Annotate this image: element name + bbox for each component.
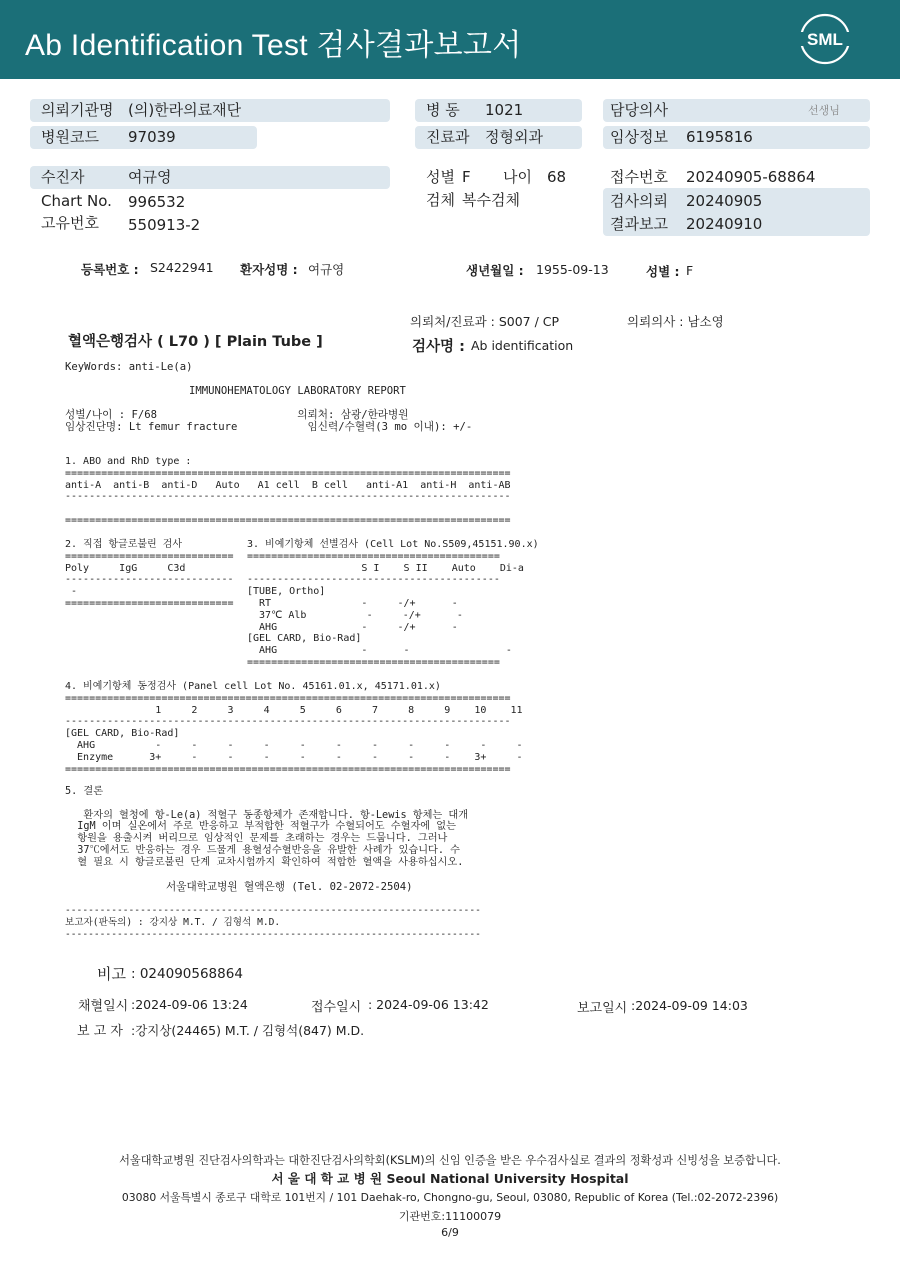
dat-section: 2. 직접 항글로불린 검사 ============================ Poly IgG C3d ---------------------------- - ============================ (65, 539, 234, 609)
reportdt-value: :2024-09-09 14:03 (631, 998, 748, 1013)
unique-value: 550913-2 (128, 216, 201, 234)
accession-label: 접수번호 (610, 168, 668, 186)
hospital-name: 서 울 대 학 교 병 원 Seoul National University Hospital (271, 1171, 629, 1186)
org-label: 의뢰기관명 (41, 101, 114, 119)
ward-value: 1021 (485, 101, 524, 119)
sex-value: F (462, 168, 471, 186)
specimen-value: 복수검체 (462, 191, 520, 209)
reportdt-label: 보고일시 (577, 1001, 628, 1016)
conclusion-section: 5. 결론 환자의 혈청에 항-Le(a) 적혈구 동종항체가 존재합니다. 항-Lewis 항체는 대개 IgM 이며 실온에서 주로 반응하고 부적합한 적혈구가 수혈되어도 수혈자에 없는 항원을 용출시켜 버리므로 임상적인 문제를 초래하는 경우는 드뭅니다. 그러나 37℃에서도 반응하는 경우 드물게 용혈성수혈반응을 유발한 사례가 있습니다. 수 혈 필요 시 항글로불린 단계 교차시험까지 확인하여 적합한 혈액을 사용하십시오. (65, 786, 469, 868)
doctor-suffix: 선생님 (808, 104, 840, 117)
collect-label: 채혈일시 (78, 999, 129, 1014)
dob-label: 생년월일 : (466, 263, 524, 278)
reg-sex-label: 성별 : (646, 264, 680, 279)
receipt-value: : 2024-09-06 13:42 (368, 997, 489, 1012)
physician-line: 의뢰의사 : 남소영 (627, 314, 724, 329)
report-header (0, 0, 900, 79)
sml-logo (798, 12, 852, 66)
chart-value: 996532 (128, 193, 186, 211)
source-line: 의뢰처/진료과 : S007 / CP (410, 314, 560, 329)
dob-value: 1955-09-13 (536, 262, 609, 277)
report-line-1: 성별/나이 : F/68 의뢰처: 삼광/한라병원 (65, 409, 409, 421)
patient-label: 수진자 (41, 168, 85, 186)
test-name-value: Ab identification (471, 338, 574, 353)
patient-value: 여규영 (128, 168, 172, 186)
blood-bank-line: 서울대학교병원 혈액은행 (Tel. 02-2072-2504) (166, 881, 413, 893)
org-value: (의)한라의료재단 (128, 101, 242, 119)
doctor-label: 담당의사 (610, 101, 668, 119)
hospital-address: 03080 서울특별시 종로구 대학로 101번지 / 101 Daehak-ro, Chongno-gu, Seoul, 03080, Republic of Korea (Tel.:02-2072-2396) (121, 1191, 779, 1204)
reporter-label: 보 고 자 (77, 1024, 123, 1039)
reg-sex-value: F (686, 263, 694, 278)
ward-label: 병 동 (426, 101, 460, 119)
collect-value: :2024-09-06 13:24 (131, 997, 248, 1012)
keywords: KeyWords: anti-Le(a) (65, 361, 193, 373)
sex-label: 성별 (426, 168, 455, 186)
request-label: 검사의뢰 (610, 192, 668, 210)
report-date-label: 결과보고 (610, 215, 668, 233)
reporter-section: ------------------------------------------------------------------------ 보고자(판독의) : 강지상 M.T. / 김형석 M.D. ------------------------------------------------------------------------ (65, 905, 481, 940)
reporter-value: :강지상(24465) M.T. / 김형석(847) M.D. (131, 1023, 365, 1038)
test-title: 혈액은행검사 ( L70 ) [ Plain Tube ] (68, 334, 323, 350)
certification-text: 서울대학교병원 진단검사의학과는 대한진단검사의학회(KSLM)의 신임 인증을 받은 우수검사실로 결과의 정확성과 신빙성을 보증합니다. (119, 1154, 781, 1167)
screen-section: 3. 비예기항체 선별검사 (Cell Lot No.S509,45151.90.x) ========================================== S I S II Auto Di-a ------------------------------------------ [TUBE, Ortho] RT - -/+ - 37℃ Alb - -/+ - AHG - -/+ - [GEL CARD, Bio-Rad] AHG - - - ========================================== (247, 539, 539, 668)
specimen-label: 검체 (426, 191, 455, 209)
receipt-label: 접수일시 (311, 1000, 362, 1015)
hosp-code-value: 97039 (128, 128, 176, 146)
name-label: 환자성명 : (240, 262, 298, 277)
reg-value: S2422941 (150, 260, 214, 275)
dept-label: 진료과 (426, 128, 470, 146)
institution-number: 기관번호:11100079 (398, 1210, 502, 1223)
page-number: 6/9 (441, 1226, 459, 1239)
abo-section: 1. ABO and RhD type : ========================================================================== anti-A anti-B anti-D Auto A1 cell B cell anti-A1 anti-H anti-AB -------------------------------------------------------------------------- ========================================================================== (65, 456, 511, 526)
reg-label: 등록번호 : (81, 262, 139, 277)
panel-section: 4. 비예기항체 동정검사 (Panel cell Lot No. 45161.01.x, 45171.01.x) ========================================================================== 1 2 3 4 5 6 7 8 9 10 11 -------------------------------------------------------------------------- [GEL CARD, Bio-Rad] AHG - - - - - - - - - - - Enzyme 3+ - - - - - - - - 3+ - ========================================================================== (65, 681, 523, 775)
report-subtitle: IMMUNOHEMATOLOGY LABORATORY REPORT (189, 385, 406, 397)
report-title: Ab Identification Test 검사결과보고서 (25, 29, 522, 62)
name-value: 여규영 (308, 262, 345, 277)
test-name-label: 검사명 : (412, 339, 465, 355)
age-label: 나이 (503, 168, 532, 186)
sml-logo-text: SML (807, 30, 843, 49)
age-value: 68 (547, 168, 567, 186)
note-value: : 024090568864 (131, 966, 243, 982)
clinical-value: 6195816 (686, 128, 753, 146)
chart-label: Chart No. (41, 192, 112, 210)
report-line-2: 임상진단명: Lt femur fracture 임신력/수혈력(3 mo 이내): +/- (65, 421, 473, 433)
report-date-value: 20240910 (686, 215, 763, 233)
request-value: 20240905 (686, 192, 763, 210)
clinical-label: 임상정보 (610, 128, 668, 146)
accession-value: 20240905-68864 (686, 168, 816, 186)
note-label: 비고 (97, 965, 126, 983)
dept-value: 정형외과 (485, 128, 543, 146)
hosp-code-label: 병원코드 (41, 128, 99, 146)
unique-label: 고유번호 (41, 214, 99, 232)
